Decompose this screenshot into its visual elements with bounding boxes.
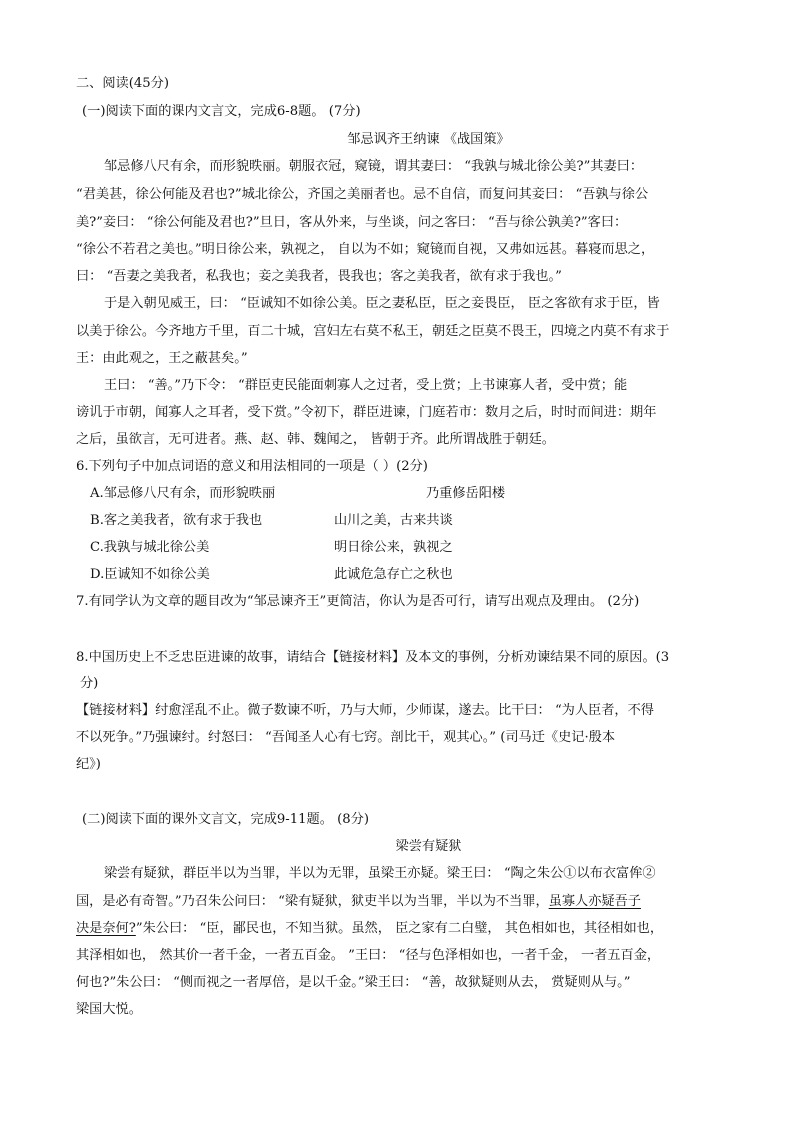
part1-line-4: “徐公不若君之美也。”明日徐公来，孰视之， 自以为不如；窥镜而自视，又弗如远甚。暮寝而思之， — [76, 242, 655, 257]
q6-stem: 6.下列句子中加点词语的意义和用法相同的一项是（ ）(2分) — [76, 459, 428, 474]
q6-option-a-right: 乃重修岳阳楼 — [426, 486, 506, 501]
q6-option-b-right: 山川之美，古来共谈 — [334, 513, 453, 528]
q6-option-d-right: 此诚危急存亡之秋也 — [334, 567, 453, 582]
part2-instruction: (二)阅读下面的课外文言文，完成9-11题。 (8分) — [82, 812, 369, 827]
q6-option-c-right: 明日徐公来，孰视之 — [334, 540, 453, 555]
part1-line-10: 谤讥于市朝，闻寡人之耳者，受下赏。”令初下，群臣进谏，门庭若市：数月之后，时时而间进：期年 — [76, 405, 657, 420]
part1-line-8: 王：由此观之，王之蔽甚矣。” — [76, 351, 248, 366]
part1-line-11: 之后，虽欲言，无可进者。燕、赵、韩、魏闻之， 皆朝于齐。此所谓战胜于朝廷。 — [76, 432, 555, 447]
q6-option-b — [90, 511, 690, 531]
part2-underlined-sentence-b: 决是奈何? — [76, 921, 136, 936]
q6-option-c-left: C.我孰与城北徐公美 — [90, 540, 210, 555]
part1-line-9: 王曰： “善。”乃下令： “群臣吏民能面刺寡人之过者，受上赏；上书谏寡人者，受中赏；能 — [104, 378, 628, 393]
part2-line-1: 梁尝有疑狱，群臣半以为当罪，半以为无罪，虽梁王亦疑。梁王曰： “陶之朱公①以布衣富侔② — [104, 866, 656, 881]
part2-underlined-sentence-a: 虽寡人亦疑吾子 — [548, 894, 641, 909]
part2-line-4: 其泽相如也， 然其价一者千金，一者五百金。 ”王曰： “径与色泽相如也，一者千金， 一者五百金， — [76, 948, 661, 963]
part2-line-2 — [76, 892, 641, 912]
q6-option-c — [90, 538, 690, 558]
q6-option-d-left: D.臣诚知不如徐公美 — [90, 567, 210, 582]
section-heading: 二、阅读(45分) — [76, 76, 170, 91]
part1-line-5: 曰： “吾妻之美我者，私我也；妾之美我者，畏我也；客之美我者，欲有求于我也。” — [76, 269, 562, 284]
q8-material-line-1: 【链接材料】纣愈淫乱不止。微子数谏不听，乃与大师，少师谋，遂去。比干曰： “为人臣者，不得 — [76, 703, 654, 718]
q8-stem-line-1: 8.中国历史上不乏忠臣进谏的故事，请结合【链接材料】及本文的事例，分析劝谏结果不同的原因。(3 — [76, 650, 670, 665]
q6-option-d — [90, 565, 690, 585]
q7-stem: 7.有同学认为文章的题目改为“邹忌谏齐王”更简洁，你认为是否可行，请写出观点及理由。 (2分) — [76, 594, 640, 609]
q8-material-line-3: 纪》) — [76, 757, 101, 772]
part1-line-1: 邹忌修八尺有余，而形貌昳丽。朝服衣冠，窥镜，谓其妻曰： “我孰与城北徐公美?”其妻曰： — [104, 159, 644, 174]
q6-option-a — [90, 484, 690, 504]
part1-line-6: 于是入朝见威王，曰： “臣诚知不如徐公美。臣之妻私臣，臣之妾畏臣， 臣之客欲有求于臣，皆 — [104, 296, 660, 311]
part2-line-6: 梁国大悦。 — [76, 1002, 142, 1017]
q6-option-a-left: A.邹忌修八尺有余，而形貌昳丽 — [90, 486, 276, 501]
part1-line-3: 美?”妾曰： “徐公何能及君也?”旦日，客从外来，与坐谈，问之客曰： “吾与徐公孰美?”客曰： — [76, 215, 628, 230]
part1-instruction: (一)阅读下面的课内文言文，完成6-8题。 (7分) — [82, 104, 361, 119]
part1-title: 邹忌讽齐王纳谏 《战国策》 — [347, 132, 510, 147]
q8-material-line-2: 不以死争。”乃强谏纣。纣怒曰： “吾闻圣人心有七窍。剖比干，观其心。” (司马迁《史记·殷本 — [76, 730, 616, 745]
part1-line-7: 以美于徐公。今齐地方千里，百二十城，宫妇左右莫不私王，朝廷之臣莫不畏王，四境之内莫不有求于 — [76, 324, 670, 339]
part2-line-5: 何也?”朱公曰： “侧而视之一者厚倍，是以千金。”梁王曰： “善，故狱疑则从去， 赏疑则从与。” — [76, 975, 631, 990]
part1-line-2: “君美甚，徐公何能及君也?”城北徐公，齐国之美丽者也。忌不自信，而复问其妾曰： “吾孰与徐公 — [76, 187, 649, 202]
part2-line-3-text: ”朱公曰： “臣，鄙民也，不知当狱。虽然， 臣之家有二白璧， 其色相如也，其径相如也， — [135, 921, 664, 936]
q6-option-b-left: B.客之美我者，欲有求于我也 — [90, 513, 263, 528]
part2-title: 梁尝有疑狱 — [395, 839, 462, 854]
part2-line-2-text: 国，是必有奇智。”乃召朱公问曰： “梁有疑狱，狱吏半以为当罪，半以为不当罪， — [76, 894, 549, 909]
part2-line-3 — [76, 919, 663, 939]
q8-stem-line-2: 分) — [80, 676, 99, 691]
